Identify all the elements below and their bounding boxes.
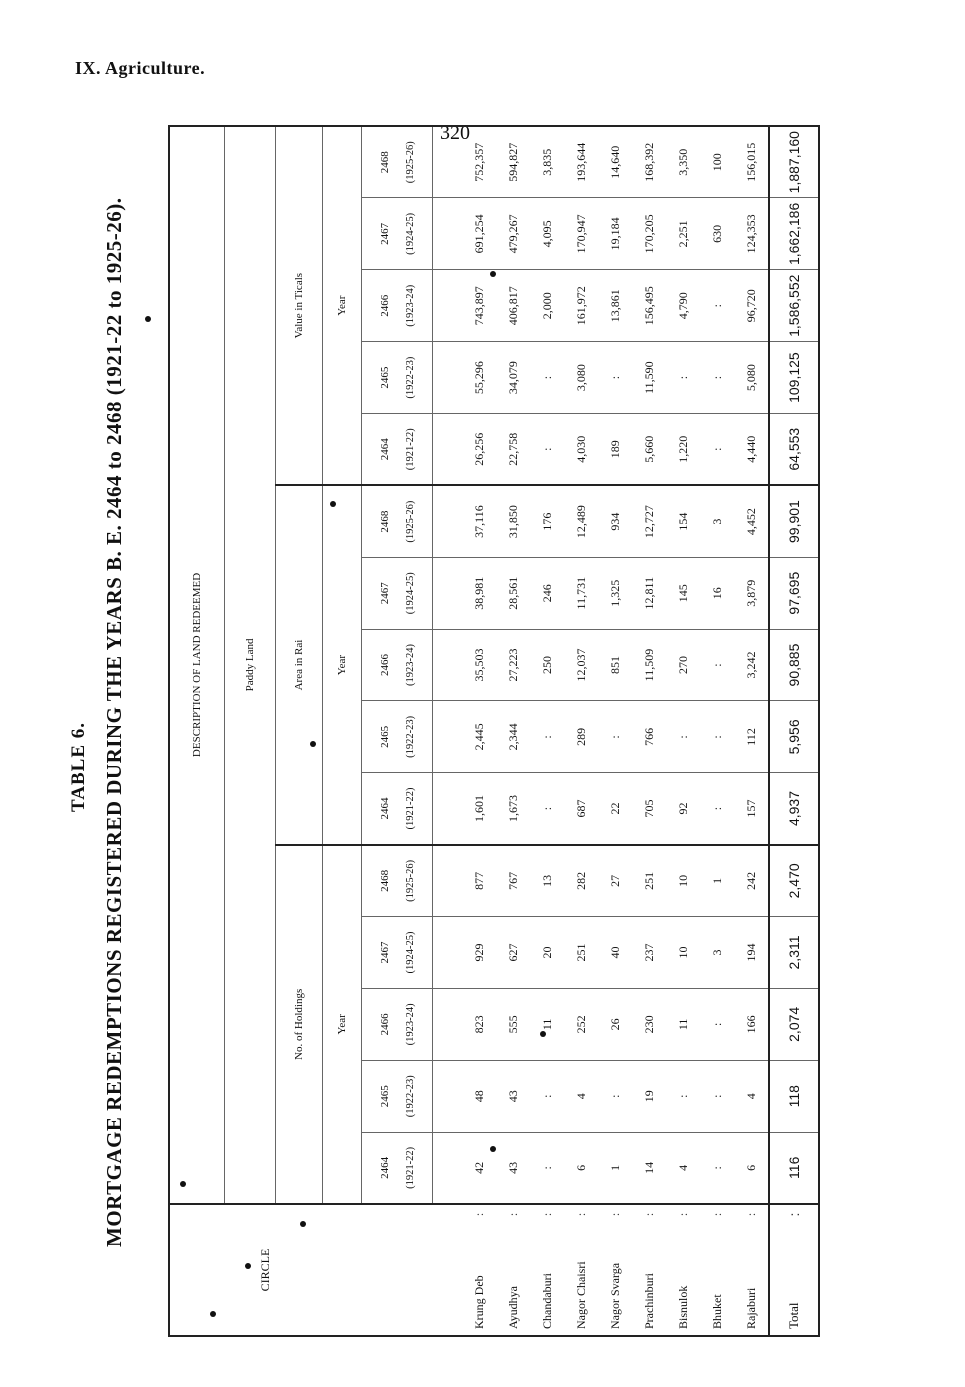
holdings-group-header: No. of Holdings [276,845,322,1204]
holdings-cell: 242 [734,845,769,917]
blank-cell [433,342,463,414]
area-total-cell: 97,695 [769,557,819,629]
value-year-header [362,198,433,270]
value-cell: 96,720 [734,270,769,342]
value-cell: 2,000 [531,270,565,342]
holdings-cell: 6 [743,1164,758,1171]
year-be: 2467 [378,222,391,245]
header-row-years [362,126,433,1336]
value-cell: 3,350 [666,126,700,198]
value-year-label: Year [322,126,362,485]
header-row-groups [276,126,322,1336]
holdings-cell: 14 [641,1161,656,1174]
value-cell: 168,392 [632,126,666,198]
holdings-cell: 237 [632,917,666,989]
value-cell: 55,296 [463,342,497,414]
blank-cell [433,126,463,198]
table-row [497,126,531,1336]
value-total-cell: 1,887,160 [769,126,819,198]
area-cell: 35,503 [463,629,497,701]
holdings-cell: 282 [565,845,599,917]
year-ad: (1922-23) [404,1075,416,1118]
holdings-cell: 43 [497,1060,531,1132]
table-row [531,126,565,1336]
year-be: 2466 [378,294,391,317]
year-ad: (1923-24) [404,284,416,327]
holdings-total-cell: 116 [769,1132,819,1204]
paddy-land-header: Paddy Land [225,126,276,1204]
holdings-cell: 42 [472,1161,487,1174]
value-cell: 156,495 [632,270,666,342]
year-ad: (1924-25) [404,212,416,255]
circle-name: Bisnulok [675,1285,690,1329]
value-cell: 4,095 [531,198,565,270]
value-cell: : [700,342,734,414]
leader-dots: : [632,1204,666,1224]
area-cell: 11,509 [632,629,666,701]
area-cell: 851 [599,629,633,701]
section-header: IX. Agriculture. [75,58,206,78]
value-cell: 4,030 [565,414,599,486]
value-cell: 193,644 [565,126,599,198]
area-cell: 1,601 [463,773,497,845]
area-cell: 28,561 [497,557,531,629]
leader-dots: : [497,1204,531,1224]
blank-cell [433,485,463,557]
area-cell: 766 [632,701,666,773]
blank-cell [433,988,463,1060]
table-row [666,126,700,1336]
header-row-year [322,126,362,1336]
scan-speck [300,1221,306,1227]
value-cell: 34,079 [497,342,531,414]
table-row [700,126,734,1336]
area-cell: 3,879 [734,557,769,629]
year-be: 2468 [378,510,391,533]
value-total-cell: 109,125 [769,342,819,414]
area-cell: 12,727 [632,485,666,557]
scan-speck [490,1146,496,1152]
table-row [463,126,497,1336]
holdings-cell: 13 [531,845,565,917]
header-row-paddy [225,126,276,1336]
holdings-cell: 4 [675,1164,690,1171]
area-year-header [362,629,433,701]
holdings-cell: 251 [565,917,599,989]
area-group-header: Area in Rai [276,485,322,844]
blank-cell [433,1204,463,1336]
holdings-cell: 555 [497,988,531,1060]
value-cell: 124,353 [734,198,769,270]
area-cell: 4,452 [734,485,769,557]
area-total-cell: 90,885 [769,629,819,701]
year-ad: (1925-26) [404,500,416,543]
area-cell: 112 [734,701,769,773]
value-cell: 189 [599,414,633,486]
area-year-header [362,557,433,629]
area-cell: 27,223 [497,629,531,701]
holdings-cell: 3 [700,917,734,989]
area-cell: 2,445 [463,701,497,773]
scan-speck [245,1263,251,1269]
value-cell: 100 [700,126,734,198]
area-cell: 154 [666,485,700,557]
holdings-cell: 767 [497,845,531,917]
scan-speck [310,741,316,747]
area-cell: 2,344 [497,701,531,773]
holdings-cell: : [700,988,734,1060]
area-cell: : [531,773,565,845]
value-cell: 170,947 [565,198,599,270]
circle-name: Nagor Chaisri [574,1261,589,1329]
area-cell: 687 [565,773,599,845]
value-cell: 19,184 [599,198,633,270]
area-cell: : [700,629,734,701]
area-year-header [362,773,433,845]
area-total-cell: 5,956 [769,701,819,773]
area-cell: 12,811 [632,557,666,629]
year-ad: (1921-22) [404,787,416,830]
holdings-cell: 4 [734,1060,769,1132]
value-cell: 479,267 [497,198,531,270]
total-row [769,126,819,1336]
value-cell: 11,590 [632,342,666,414]
area-cell: 16 [700,557,734,629]
year-ad: (1921-22) [404,428,416,471]
holdings-cell: 929 [463,917,497,989]
area-cell: : [666,701,700,773]
holdings-cell: 1 [700,845,734,917]
area-cell: : [531,701,565,773]
value-cell: : [666,342,700,414]
leader-dots: : [734,1204,769,1224]
holdings-cell: 40 [599,917,633,989]
holdings-year-header [362,988,433,1060]
holdings-cell: 877 [463,845,497,917]
page-number: 320 [440,122,470,144]
holdings-cell: 11 [531,988,565,1060]
holdings-cell: 19 [632,1060,666,1132]
year-ad: (1925-26) [404,859,416,902]
value-cell: 3,080 [565,342,599,414]
scan-speck [540,1031,546,1037]
circle-name: Prachinburi [641,1273,656,1329]
holdings-cell: 823 [463,988,497,1060]
holdings-year-header [362,917,433,989]
area-total-cell: 4,937 [769,773,819,845]
value-cell: 4,790 [666,270,700,342]
area-cell: 92 [666,773,700,845]
year-ad: (1923-24) [404,644,416,687]
area-cell: 250 [531,629,565,701]
holdings-cell: 6 [574,1164,589,1171]
blank-cell [433,414,463,486]
blank-cell [433,773,463,845]
area-cell: 176 [531,485,565,557]
holdings-cell: : [700,1060,734,1132]
holdings-total-cell: 2,074 [769,988,819,1060]
holdings-cell: 194 [734,917,769,989]
value-cell: 630 [700,198,734,270]
holdings-total-cell: 2,311 [769,917,819,989]
value-cell: 14,640 [599,126,633,198]
holdings-year-header [362,1132,433,1204]
table-row [632,126,666,1336]
area-cell: 145 [666,557,700,629]
value-cell: 594,827 [497,126,531,198]
area-cell: 22 [599,773,633,845]
area-cell: 934 [599,485,633,557]
circle-name: Nagor Svarga [607,1262,622,1329]
circle-name: Chandaburi [540,1273,555,1329]
holdings-cell: 10 [666,845,700,917]
area-cell: : [700,773,734,845]
year-be: 2464 [378,1156,391,1179]
area-cell: 3,242 [734,629,769,701]
mortgage-redemptions-table [168,125,820,1337]
holdings-cell: 4 [565,1060,599,1132]
blank-cell [433,1132,463,1204]
holdings-cell: 1 [607,1164,622,1171]
blank-cell [433,198,463,270]
value-group-header: Value in Ticals [276,126,322,485]
year-ad: (1925-26) [404,141,416,184]
year-be: 2465 [378,366,391,389]
year-be: 2464 [378,797,391,820]
holdings-cell: : [540,1166,555,1170]
area-cell: 11,731 [565,557,599,629]
blank-cell [433,557,463,629]
leader-dots: : [565,1204,599,1224]
circle-header-filler [362,1204,433,1336]
value-cell: 156,015 [734,126,769,198]
area-cell: 157 [734,773,769,845]
value-cell: : [700,414,734,486]
year-ad: (1923-24) [404,1003,416,1046]
area-cell: 246 [531,557,565,629]
value-cell: 13,861 [599,270,633,342]
description-header: DESCRIPTION OF LAND REDEEMED [169,126,225,1204]
blank-cell [433,629,463,701]
area-cell: 38,981 [463,557,497,629]
leader-dots: : [531,1204,565,1224]
area-year-label: Year [322,485,362,844]
table-label: TABLE 6. [68,721,89,812]
holdings-cell: 230 [632,988,666,1060]
holdings-cell: : [709,1166,724,1170]
area-cell: 1,673 [497,773,531,845]
year-ad: (1922-23) [404,715,416,758]
area-cell: 705 [632,773,666,845]
area-cell: 31,850 [497,485,531,557]
area-cell: 270 [666,629,700,701]
holdings-cell: 11 [666,988,700,1060]
area-cell: : [599,701,633,773]
leader-dots: : [599,1204,633,1224]
area-cell: 37,116 [463,485,497,557]
value-total-cell: 1,662,186 [769,198,819,270]
holdings-cell: 10 [666,917,700,989]
scan-speck [210,1311,216,1317]
year-be: 2467 [378,582,391,605]
scan-speck [145,316,151,322]
year-ad: (1924-25) [404,572,416,615]
value-cell: 2,251 [666,198,700,270]
scan-speck [330,501,336,507]
blank-cell [433,270,463,342]
leader-dots: : [769,1204,819,1224]
year-ad: (1924-25) [404,931,416,974]
value-cell: : [700,270,734,342]
holdings-cell: : [599,1060,633,1132]
circle-name: Rajaburi [743,1287,758,1329]
value-cell: 691,254 [463,198,497,270]
blank-cell [433,701,463,773]
circle-name: Krung Deb [472,1275,487,1329]
table-row [734,126,769,1336]
value-cell: 743,897 [463,270,497,342]
blank-row [433,126,463,1336]
value-cell: 406,817 [497,270,531,342]
year-ad: (1921-22) [404,1146,416,1189]
area-cell: 1,325 [599,557,633,629]
year-be: 2466 [378,1013,391,1036]
year-be: 2467 [378,941,391,964]
table-row [565,126,599,1336]
leader-dots: : [463,1204,497,1224]
blank-cell [433,845,463,917]
year-be: 2468 [378,151,391,174]
area-cell: 3 [700,485,734,557]
circle-name: Bhuket [709,1294,724,1329]
blank-cell [433,1060,463,1132]
area-cell: 12,037 [565,629,599,701]
value-total-cell: 64,553 [769,414,819,486]
holdings-cell: 48 [463,1060,497,1132]
year-be: 2465 [378,1085,391,1108]
value-cell: 1,220 [666,414,700,486]
table-title: MORTGAGE REDEMPTIONS REGISTERED DURING THE YEARS B. E. 2464 to 2468 (1921-22 to 1925-26). [102,197,126,1247]
value-year-header [362,414,433,486]
value-cell: 26,256 [463,414,497,486]
area-total-cell: 99,901 [769,485,819,557]
scan-speck [490,271,496,277]
value-cell: 170,205 [632,198,666,270]
holdings-cell: : [531,1060,565,1132]
value-total-cell: 1,586,552 [769,270,819,342]
value-cell: 5,660 [632,414,666,486]
value-cell: 161,972 [565,270,599,342]
value-cell: 5,080 [734,342,769,414]
holdings-cell: 166 [734,988,769,1060]
value-year-header [362,342,433,414]
holdings-cell: 20 [531,917,565,989]
value-cell: 3,835 [531,126,565,198]
year-ad: (1922-23) [404,356,416,399]
value-year-header [362,270,433,342]
holdings-cell: : [666,1060,700,1132]
value-cell: 22,758 [497,414,531,486]
value-cell: 4,440 [734,414,769,486]
scan-speck [180,1181,186,1187]
year-be: 2466 [378,654,391,677]
holdings-year-label: Year [322,845,362,1204]
total-label: Total [769,1224,819,1336]
year-be: 2468 [378,869,391,892]
leader-dots: : [700,1204,734,1224]
area-cell: 289 [565,701,599,773]
value-year-header [362,126,433,198]
holdings-total-cell: 2,470 [769,845,819,917]
area-cell: 12,489 [565,485,599,557]
year-be: 2464 [378,438,391,461]
value-cell: 752,357 [463,126,497,198]
table-row [599,126,633,1336]
value-cell: : [531,414,565,486]
area-cell: : [700,701,734,773]
header-row-description [169,126,225,1336]
value-cell: : [599,342,633,414]
holdings-cell: 251 [632,845,666,917]
holdings-year-header [362,845,433,917]
holdings-cell: 43 [506,1161,521,1174]
holdings-cell: 252 [565,988,599,1060]
holdings-year-header [362,1060,433,1132]
blank-cell [433,917,463,989]
holdings-cell: 26 [599,988,633,1060]
value-cell: : [531,342,565,414]
area-year-header [362,701,433,773]
holdings-cell: 627 [497,917,531,989]
area-year-header [362,485,433,557]
year-be: 2465 [378,725,391,748]
holdings-cell: 27 [599,845,633,917]
circle-name: Ayudhya [506,1286,521,1329]
circle-header: CIRCLE [169,1204,362,1336]
holdings-total-cell: 118 [769,1060,819,1132]
leader-dots: : [666,1204,700,1224]
